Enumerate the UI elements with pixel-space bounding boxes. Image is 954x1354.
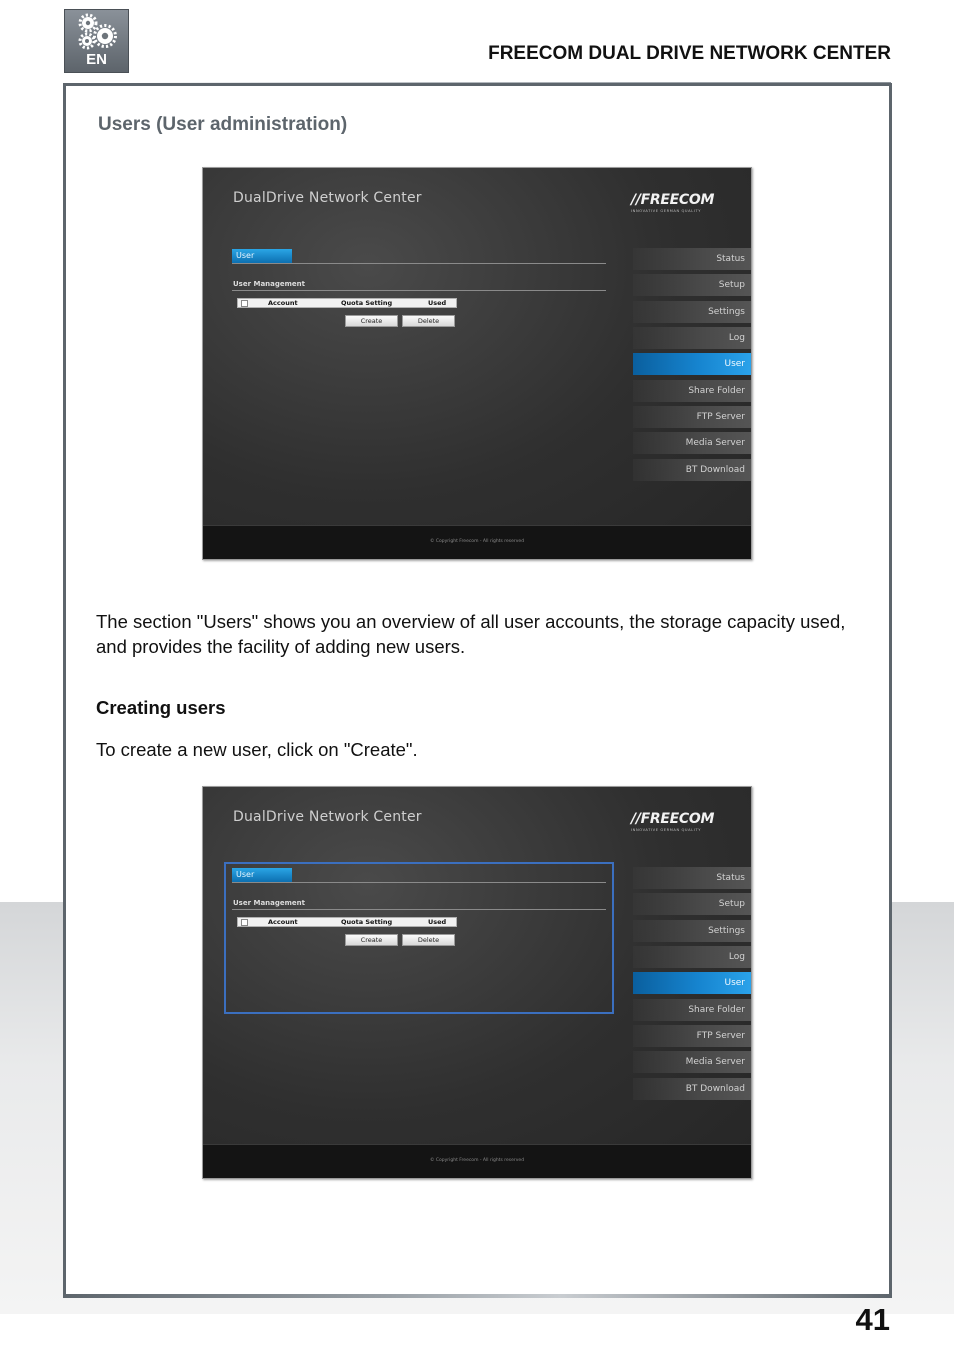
- nav-item-bt-download[interactable]: BT Download: [633, 459, 751, 481]
- app-title: DualDrive Network Center: [233, 190, 422, 206]
- screenshot-user-management: [202, 167, 752, 560]
- nav-item-log[interactable]: Log: [633, 946, 751, 968]
- app-footer: [203, 525, 751, 559]
- create-button[interactable]: Create: [345, 315, 398, 327]
- tab-user[interactable]: User: [232, 868, 292, 882]
- brand-name: //FREECOM: [631, 811, 715, 827]
- nav-item-setup[interactable]: Setup: [633, 893, 751, 915]
- nav-item-setup[interactable]: Setup: [633, 274, 751, 296]
- column-account: Account: [268, 299, 298, 307]
- delete-button[interactable]: Delete: [402, 934, 455, 946]
- tab-user[interactable]: User: [232, 249, 292, 263]
- overview-paragraph: The section "Users" shows you an overview of all user accounts, the storage capacity used, and provides the facility of adding new users.: [96, 611, 846, 657]
- select-all-checkbox[interactable]: [241, 300, 248, 307]
- user-table-header: [237, 298, 457, 308]
- page-number: 41: [855, 1302, 890, 1337]
- copyright-text: © Copyright Freecom - All rights reserved: [429, 1158, 525, 1163]
- column-used: Used: [428, 918, 447, 926]
- nav-item-share-folder[interactable]: Share Folder: [633, 999, 751, 1021]
- gears-icon: [75, 13, 119, 53]
- user-management-label: User Management: [233, 899, 306, 907]
- create-button[interactable]: Create: [345, 934, 398, 946]
- highlight-box: [224, 862, 614, 1014]
- nav-item-media-server[interactable]: Media Server: [633, 1051, 751, 1073]
- nav-item-share-folder[interactable]: Share Folder: [633, 380, 751, 402]
- language-badge: [64, 9, 129, 73]
- nav-item-settings[interactable]: Settings: [633, 301, 751, 323]
- nav-item-user[interactable]: User: [633, 353, 751, 375]
- side-navigation: [633, 867, 751, 1104]
- nav-item-log[interactable]: Log: [633, 327, 751, 349]
- document-header-title: FREECOM DUAL DRIVE NETWORK CENTER: [488, 43, 891, 64]
- delete-button[interactable]: Delete: [402, 315, 455, 327]
- brand-name: //FREECOM: [631, 192, 715, 208]
- creating-users-title: Creating users: [96, 697, 226, 718]
- side-navigation: [633, 248, 751, 485]
- create-instruction: To create a new user, click on "Create".: [96, 739, 418, 760]
- frame-bottom-rule: [63, 1294, 891, 1298]
- nav-item-status[interactable]: Status: [633, 248, 751, 270]
- screenshot-create-user: [202, 786, 752, 1179]
- section-divider: [232, 290, 606, 291]
- nav-item-ftp-server[interactable]: FTP Server: [633, 406, 751, 428]
- column-quota-setting: Quota Setting: [341, 299, 393, 307]
- copyright-text: © Copyright Freecom - All rights reserved: [429, 539, 525, 544]
- nav-item-user[interactable]: User: [633, 972, 751, 994]
- brand-tagline: INNOVATIVE GERMAN QUALITY: [631, 209, 702, 213]
- freecom-logo: [631, 192, 721, 213]
- column-quota-setting: Quota Setting: [341, 918, 393, 926]
- tab-divider: [232, 263, 606, 264]
- nav-item-status[interactable]: Status: [633, 867, 751, 889]
- nav-item-ftp-server[interactable]: FTP Server: [633, 1025, 751, 1047]
- column-account: Account: [268, 918, 298, 926]
- section-title: Users (User administration): [98, 114, 348, 135]
- user-management-label: User Management: [233, 280, 306, 288]
- freecom-logo: [631, 811, 721, 832]
- nav-item-settings[interactable]: Settings: [633, 920, 751, 942]
- app-footer: [203, 1144, 751, 1178]
- app-title: DualDrive Network Center: [233, 809, 422, 825]
- language-code: EN: [86, 51, 107, 68]
- brand-tagline: INNOVATIVE GERMAN QUALITY: [631, 828, 702, 832]
- nav-item-bt-download[interactable]: BT Download: [633, 1078, 751, 1100]
- nav-item-media-server[interactable]: Media Server: [633, 432, 751, 454]
- column-used: Used: [428, 299, 447, 307]
